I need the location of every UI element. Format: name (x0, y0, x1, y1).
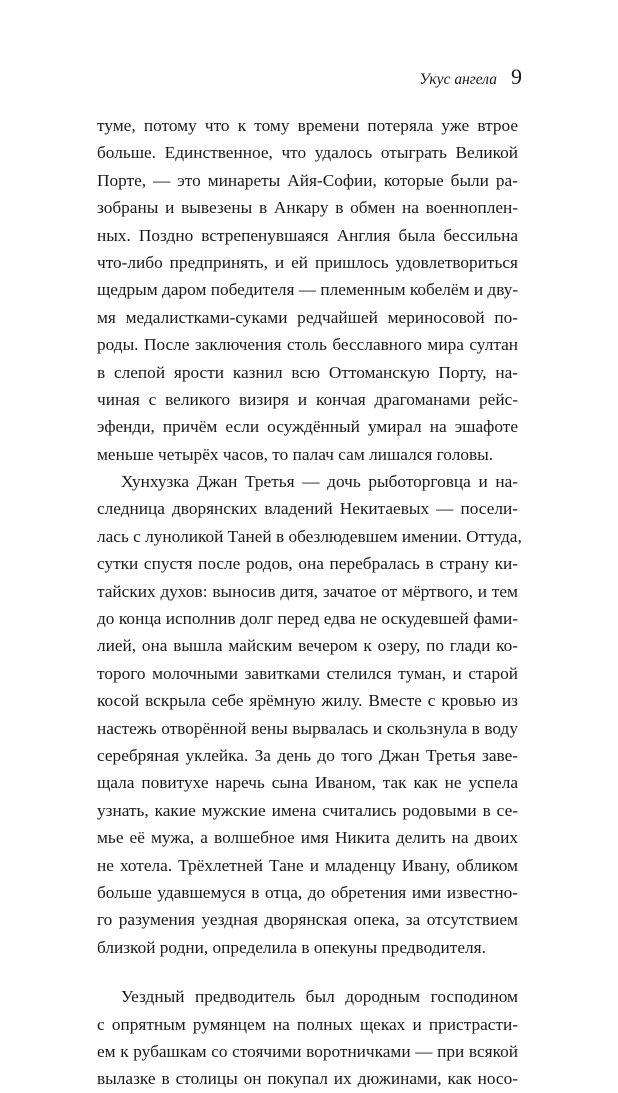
text-line: сутки спустя после родов, она перебралась в страну ки- (97, 554, 518, 574)
text-line: тайских духов: выносив дитя, зачатое от мёртвого, и тем (97, 581, 518, 601)
text-line: мье её мужа, а волшебное имя Никита делить на двоих (97, 828, 518, 848)
text-line: больше. Единственное, что удалось отыграть Великой (97, 143, 518, 163)
text-line: серебряная уклейка. За день до того Джан Третья заве- (97, 745, 518, 765)
page-number: 9 (511, 64, 522, 89)
text-line: ных. Поздно встрепенувшаяся Англия была бессильна (97, 225, 518, 245)
text-line: Порте, — это минареты Айя-Софии, которые были ра- (97, 170, 518, 190)
text-line: косой вскрыла себе ярёмную жилу. Вместе с кровью из (97, 691, 518, 711)
text-line: больше удавшемуся в отца, до обретения ими известно- (97, 882, 518, 902)
text-line: лась с луноликой Таней в обезлюдевшем имении. Оттуда, (97, 526, 522, 546)
text-line: не хотела. Трёхлетней Тане и младенцу Ивану, обликом (97, 855, 518, 875)
body-text (97, 112, 522, 1093)
text-line: ем к рубашкам со стоячими воротничками — при всякой (97, 1041, 518, 1061)
text-line: настежь отворённой вены вырвалась и скользнула в воду (97, 718, 518, 738)
text-line: щала повитухе наречь сына Иваном, так как не успела (97, 773, 518, 793)
text-line: с опрятным румянцем на полных щеках и пристрасти- (97, 1014, 518, 1034)
text-line: Уездный предводитель был дородным господином (121, 987, 518, 1007)
text-line: узнать, какие мужские имена считались родовыми в се- (97, 800, 518, 820)
text-line: щедрым даром победителя — племенным кобелём и дву- (97, 280, 519, 300)
text-line: мя медалистками-суками редчайшей мериносовой по- (97, 307, 518, 327)
text-line: го разумения уездная дворянская опека, за отсутствием (97, 910, 518, 930)
text-line: лией, она вышла майским вечером к озеру, по глади ко- (97, 636, 518, 656)
text-line: зобраны и вывезены в Анкару в обмен на военноплен- (97, 198, 518, 218)
text-line: что-либо предпринять, и ей пришлось удовлетвориться (97, 252, 518, 272)
text-line: роды. После заключения столь бесславного мира султан (97, 335, 518, 355)
text-line: Хунхузка Джан Третья — дочь рыботорговца и на- (121, 472, 518, 492)
paragraph (97, 468, 522, 961)
text-line: близкой родни, определила в опекуны предводителя. (97, 937, 486, 957)
text-line: туме, потому что к тому времени потеряла уже втрое (97, 116, 518, 135)
text-line: вылазке в столицы он покупал их дюжинами, как носо- (97, 1069, 518, 1089)
text-line: до конца исполнив долг перед едва не оскудевшей фами- (97, 609, 518, 629)
text-line: торого молочными завитками стелился туман, и старой (97, 663, 518, 683)
running-head (419, 64, 522, 90)
running-title: Укус ангела (419, 71, 497, 88)
text-line: следница дворянских владений Некитаевых — посели- (97, 499, 518, 519)
paragraph (97, 112, 518, 468)
text-line: в слепой ярости казнил всю Оттоманскую Порту, на- (97, 362, 518, 382)
text-line: чиная с великого визиря и кончая драгоманами рейс- (97, 389, 518, 409)
section-break (97, 961, 518, 983)
text-line: эфенди, причём если осуждённый умирал на эшафоте (97, 417, 518, 437)
text-line: меньше четырёх часов, то палач сам лишался головы. (97, 444, 494, 464)
